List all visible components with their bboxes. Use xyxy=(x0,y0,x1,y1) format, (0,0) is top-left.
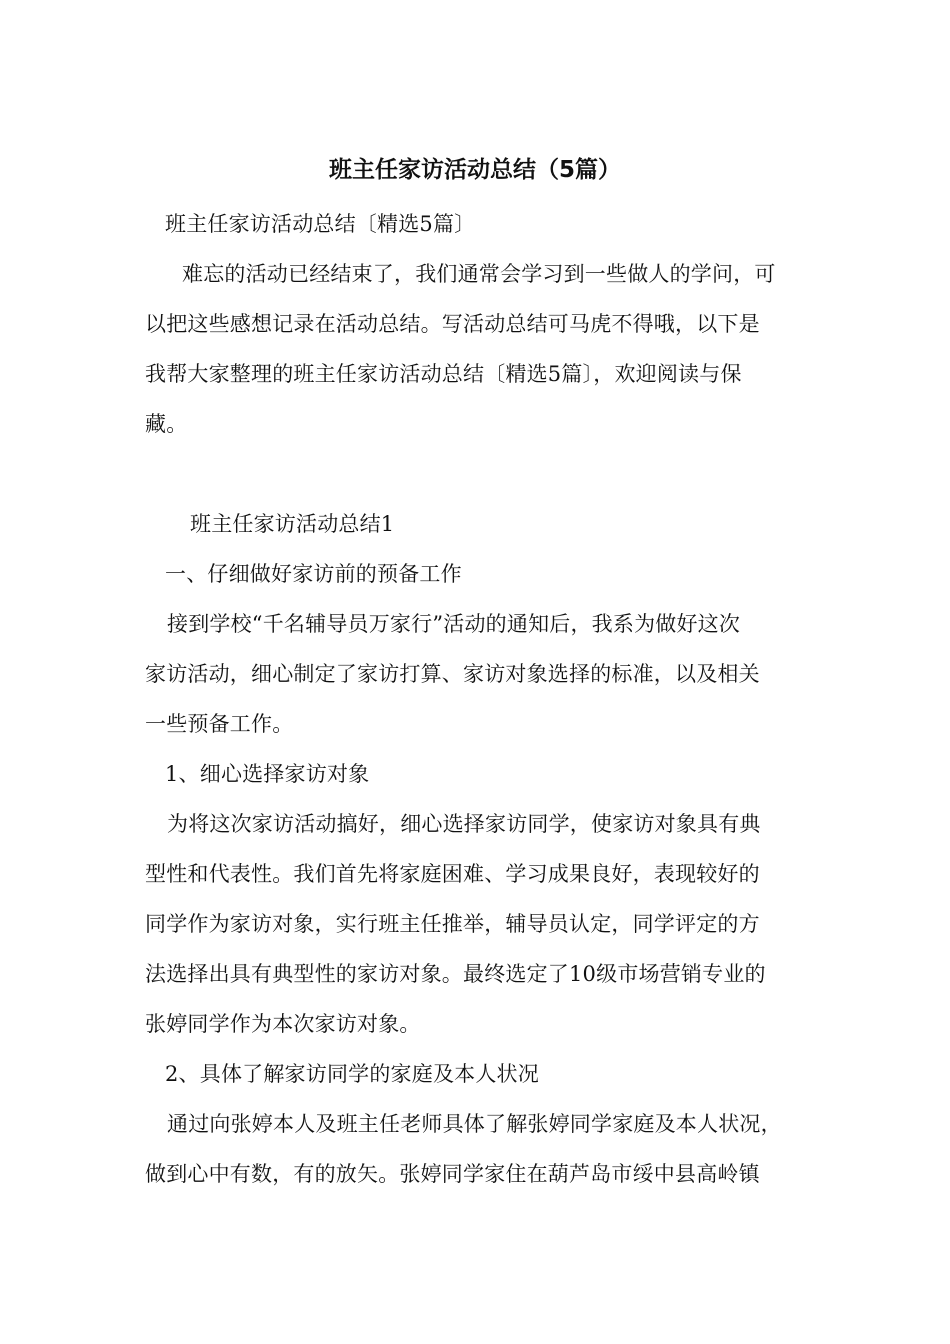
part1-line: 家访活动，细心制定了家访打算、家访对象选择的标准，以及相关 xyxy=(145,662,760,686)
part1-line: 一些预备工作。 xyxy=(145,712,294,736)
item1-heading: 1、细心选择家访对象 xyxy=(165,762,370,786)
intro-line: 以把这些感想记录在活动总结。写活动总结可马虎不得哦，以下是 xyxy=(145,312,760,336)
item1-line: 张婷同学作为本次家访对象。 xyxy=(145,1012,421,1036)
intro-line: 我帮大家整理的班主任家访活动总结〔精选5篇〕，欢迎阅读与保 xyxy=(145,362,742,386)
document-title: 班主任家访活动总结（5篇） xyxy=(328,157,621,183)
section-heading: 班主任家访活动总结1 xyxy=(190,512,395,536)
item2-heading: 2、具体了解家访同学的家庭及本人状况 xyxy=(165,1062,539,1086)
item2-line: 做到心中有数，有的放矢。张婷同学家住在葫芦岛市绥中县高岭镇 xyxy=(145,1162,760,1186)
item2-line: 通过向张婷本人及班主任老师具体了解张婷同学家庭及本人状况， xyxy=(167,1112,782,1136)
intro-line: 难忘的活动已经结束了，我们通常会学习到一些做人的学问，可 xyxy=(182,262,776,286)
document-subtitle: 班主任家访活动总结〔精选5篇〕 xyxy=(165,212,476,236)
item1-line: 法选择出具有典型性的家访对象。最终选定了10级市场营销专业的 xyxy=(145,962,766,986)
part1-heading: 一、仔细做好家访前的预备工作 xyxy=(165,562,462,586)
item1-line: 为将这次家访活动搞好，细心选择家访同学，使家访对象具有典 xyxy=(167,812,761,836)
item1-line: 型性和代表性。我们首先将家庭困难、学习成果良好，表现较好的 xyxy=(145,862,760,886)
part1-line: 接到学校“千名辅导员万家行”活动的通知后，我系为做好这次 xyxy=(167,612,741,636)
intro-line: 藏。 xyxy=(145,412,188,436)
item1-line: 同学作为家访对象，实行班主任推举，辅导员认定，同学评定的方 xyxy=(145,912,760,936)
